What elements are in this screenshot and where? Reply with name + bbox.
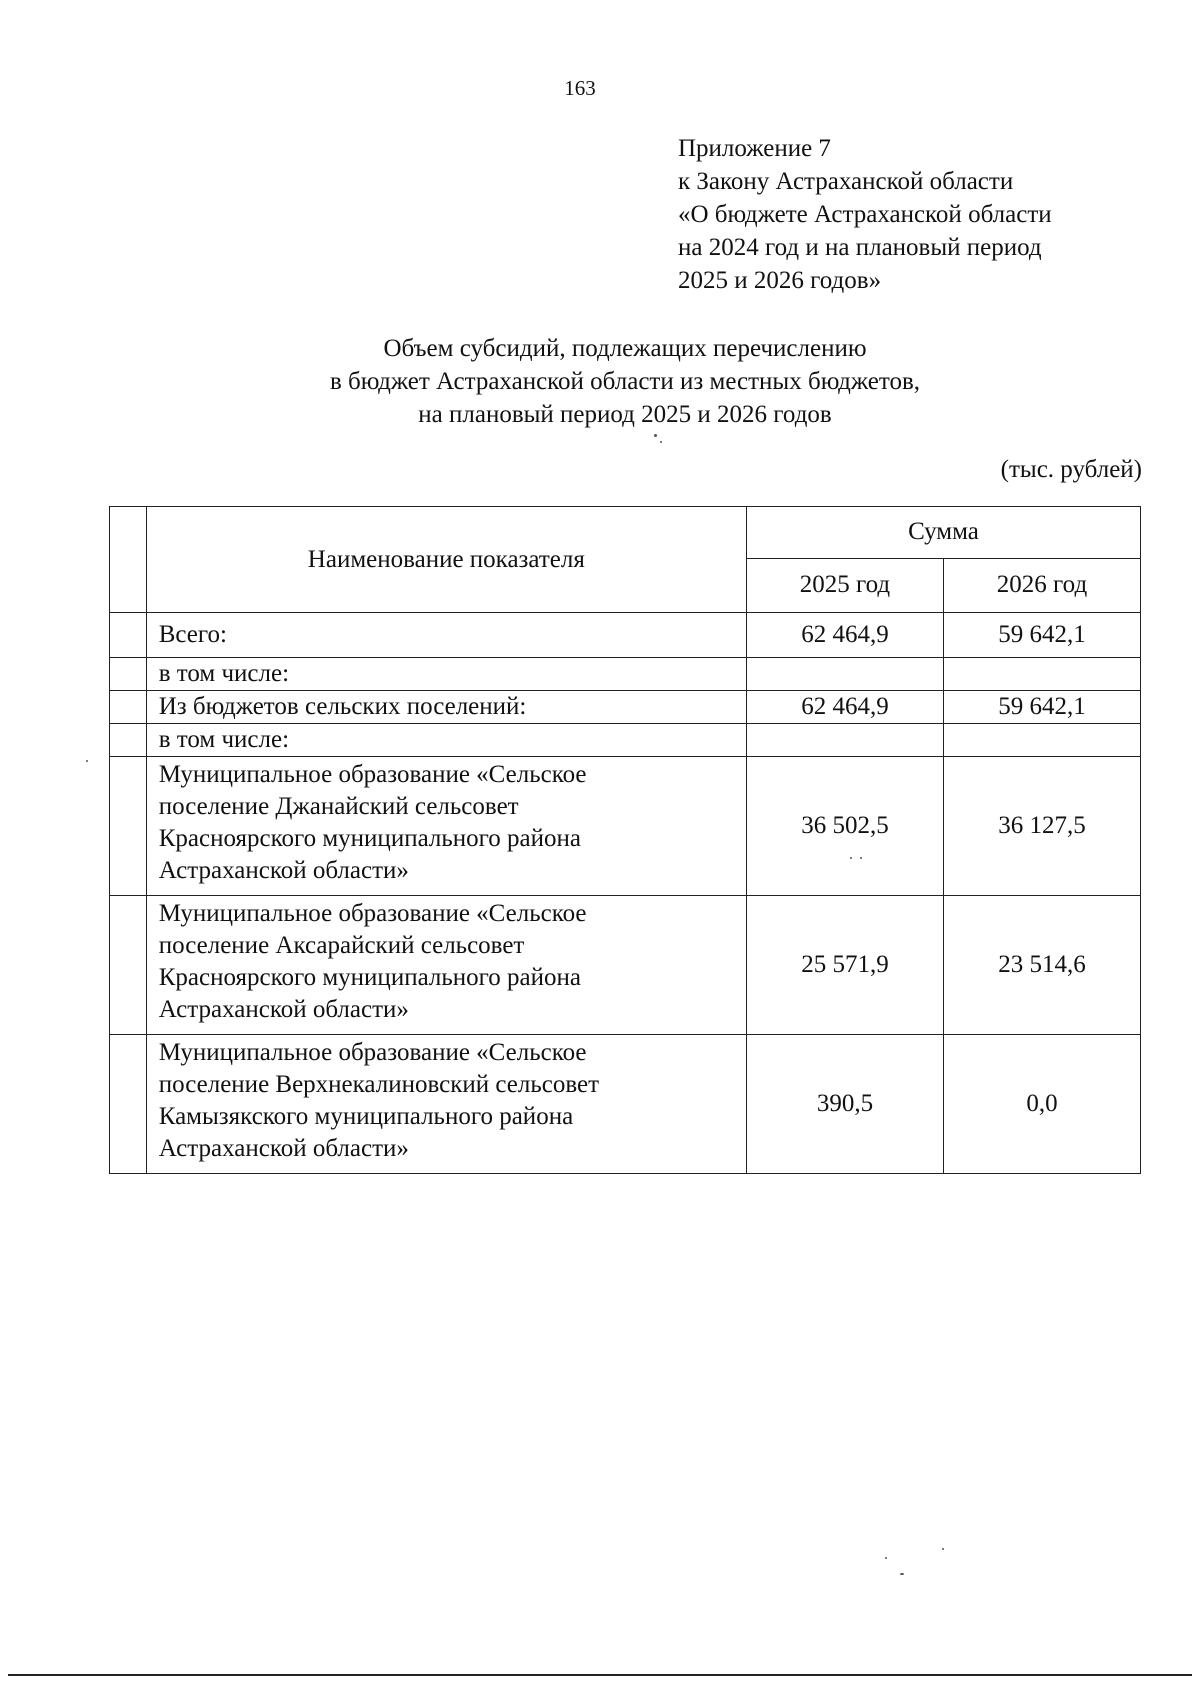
- appendix-line: к Закону Астраханской области: [678, 168, 1014, 195]
- value-2026-cell: [943, 658, 1140, 691]
- indicator-name-cell: [146, 896, 746, 1035]
- value-2025-cell: 36 502,5: [746, 757, 943, 896]
- name-line: Астраханской области»: [158, 1135, 409, 1162]
- units-label: (тыс. рублей): [1000, 456, 1142, 483]
- scan-speck: [660, 441, 662, 443]
- row-number-cell: [110, 724, 147, 757]
- year-2025-header: 2025 год: [746, 558, 943, 612]
- value-2025-cell: [746, 658, 943, 691]
- row-number-cell: [110, 1035, 147, 1174]
- value-2026-cell: 59 642,1: [943, 613, 1140, 658]
- bottom-rule: [8, 1674, 1192, 1676]
- value-2025-cell: 62 464,9: [746, 613, 943, 658]
- name-line: Астраханской области»: [158, 857, 409, 884]
- indicator-name-header: Наименование показателя: [146, 507, 746, 613]
- row-number-cell: [110, 691, 147, 724]
- indicator-name-cell: в том числе:: [146, 724, 746, 757]
- title-line: в бюджет Астраханской области из местных бюджетов,: [329, 368, 921, 395]
- value-2025-cell: 25 571,9: [746, 896, 943, 1035]
- scan-speck: [942, 1548, 944, 1550]
- row-number-cell: [110, 757, 147, 896]
- table-row: [110, 757, 1141, 896]
- table-row: [110, 724, 1141, 757]
- appendix-line: «О бюджете Астраханской области: [678, 201, 1052, 228]
- scan-speck: [654, 434, 657, 437]
- indicator-name-cell: Всего:: [146, 613, 746, 658]
- scan-speck: [86, 760, 88, 762]
- name-line: Муниципальное образование «Сельское: [158, 1039, 587, 1066]
- appendix-reference: [678, 132, 1052, 297]
- name-line: Красноярского муниципального района: [158, 825, 581, 852]
- appendix-line: на 2024 год и на плановый период: [678, 234, 1042, 261]
- indicator-name-cell: [146, 757, 746, 896]
- sum-header: Сумма: [746, 507, 1140, 559]
- title-line: на плановый период 2025 и 2026 годов: [418, 401, 832, 428]
- indicator-name-cell: [146, 1035, 746, 1174]
- table-row: [110, 658, 1141, 691]
- appendix-line: Приложение 7: [678, 135, 831, 162]
- name-line: Муниципальное образование «Сельское: [158, 900, 587, 927]
- page-number: 163: [564, 76, 596, 100]
- name-line: поселение Джанайский сельсовет: [158, 793, 519, 820]
- scan-speck: [885, 1557, 887, 1559]
- row-number-cell: [110, 613, 147, 658]
- name-line: Камызякского муниципального района: [158, 1103, 574, 1130]
- row-number-header: [110, 507, 147, 613]
- row-number-cell: [110, 896, 147, 1035]
- table-row: [110, 1035, 1141, 1174]
- name-line: поселение Аксарайский сельсовет: [158, 932, 525, 959]
- indicator-name-cell: Из бюджетов сельских поселений:: [146, 691, 746, 724]
- table-row: [110, 613, 1141, 658]
- document-title: [0, 332, 1200, 431]
- value-2025-cell: 62 464,9: [746, 691, 943, 724]
- indicator-name-cell: в том числе:: [146, 658, 746, 691]
- value-2026-cell: 59 642,1: [943, 691, 1140, 724]
- value-2025-cell: [746, 724, 943, 757]
- table-row: [110, 896, 1141, 1035]
- value-2026-cell: 36 127,5: [943, 757, 1140, 896]
- appendix-line: 2025 и 2026 годов»: [678, 267, 882, 294]
- table-row: [110, 691, 1141, 724]
- title-line: Объем субсидий, подлежащих перечислению: [383, 335, 867, 362]
- name-line: поселение Верхнекалиновский сельсовет: [158, 1071, 600, 1098]
- value-2026-cell: 0,0: [943, 1035, 1140, 1174]
- value-2026-cell: 23 514,6: [943, 896, 1140, 1035]
- value-2025-cell: 390,5: [746, 1035, 943, 1174]
- scan-speck: [900, 1573, 904, 1575]
- year-2026-header: 2026 год: [943, 558, 1140, 612]
- row-number-cell: [110, 658, 147, 691]
- value-2026-cell: [943, 724, 1140, 757]
- table-header-row: [110, 507, 1141, 559]
- name-line: Красноярского муниципального района: [158, 964, 581, 991]
- subsidies-table: [109, 506, 1141, 1174]
- name-line: Астраханской области»: [158, 996, 409, 1023]
- name-line: Муниципальное образование «Сельское: [158, 761, 587, 788]
